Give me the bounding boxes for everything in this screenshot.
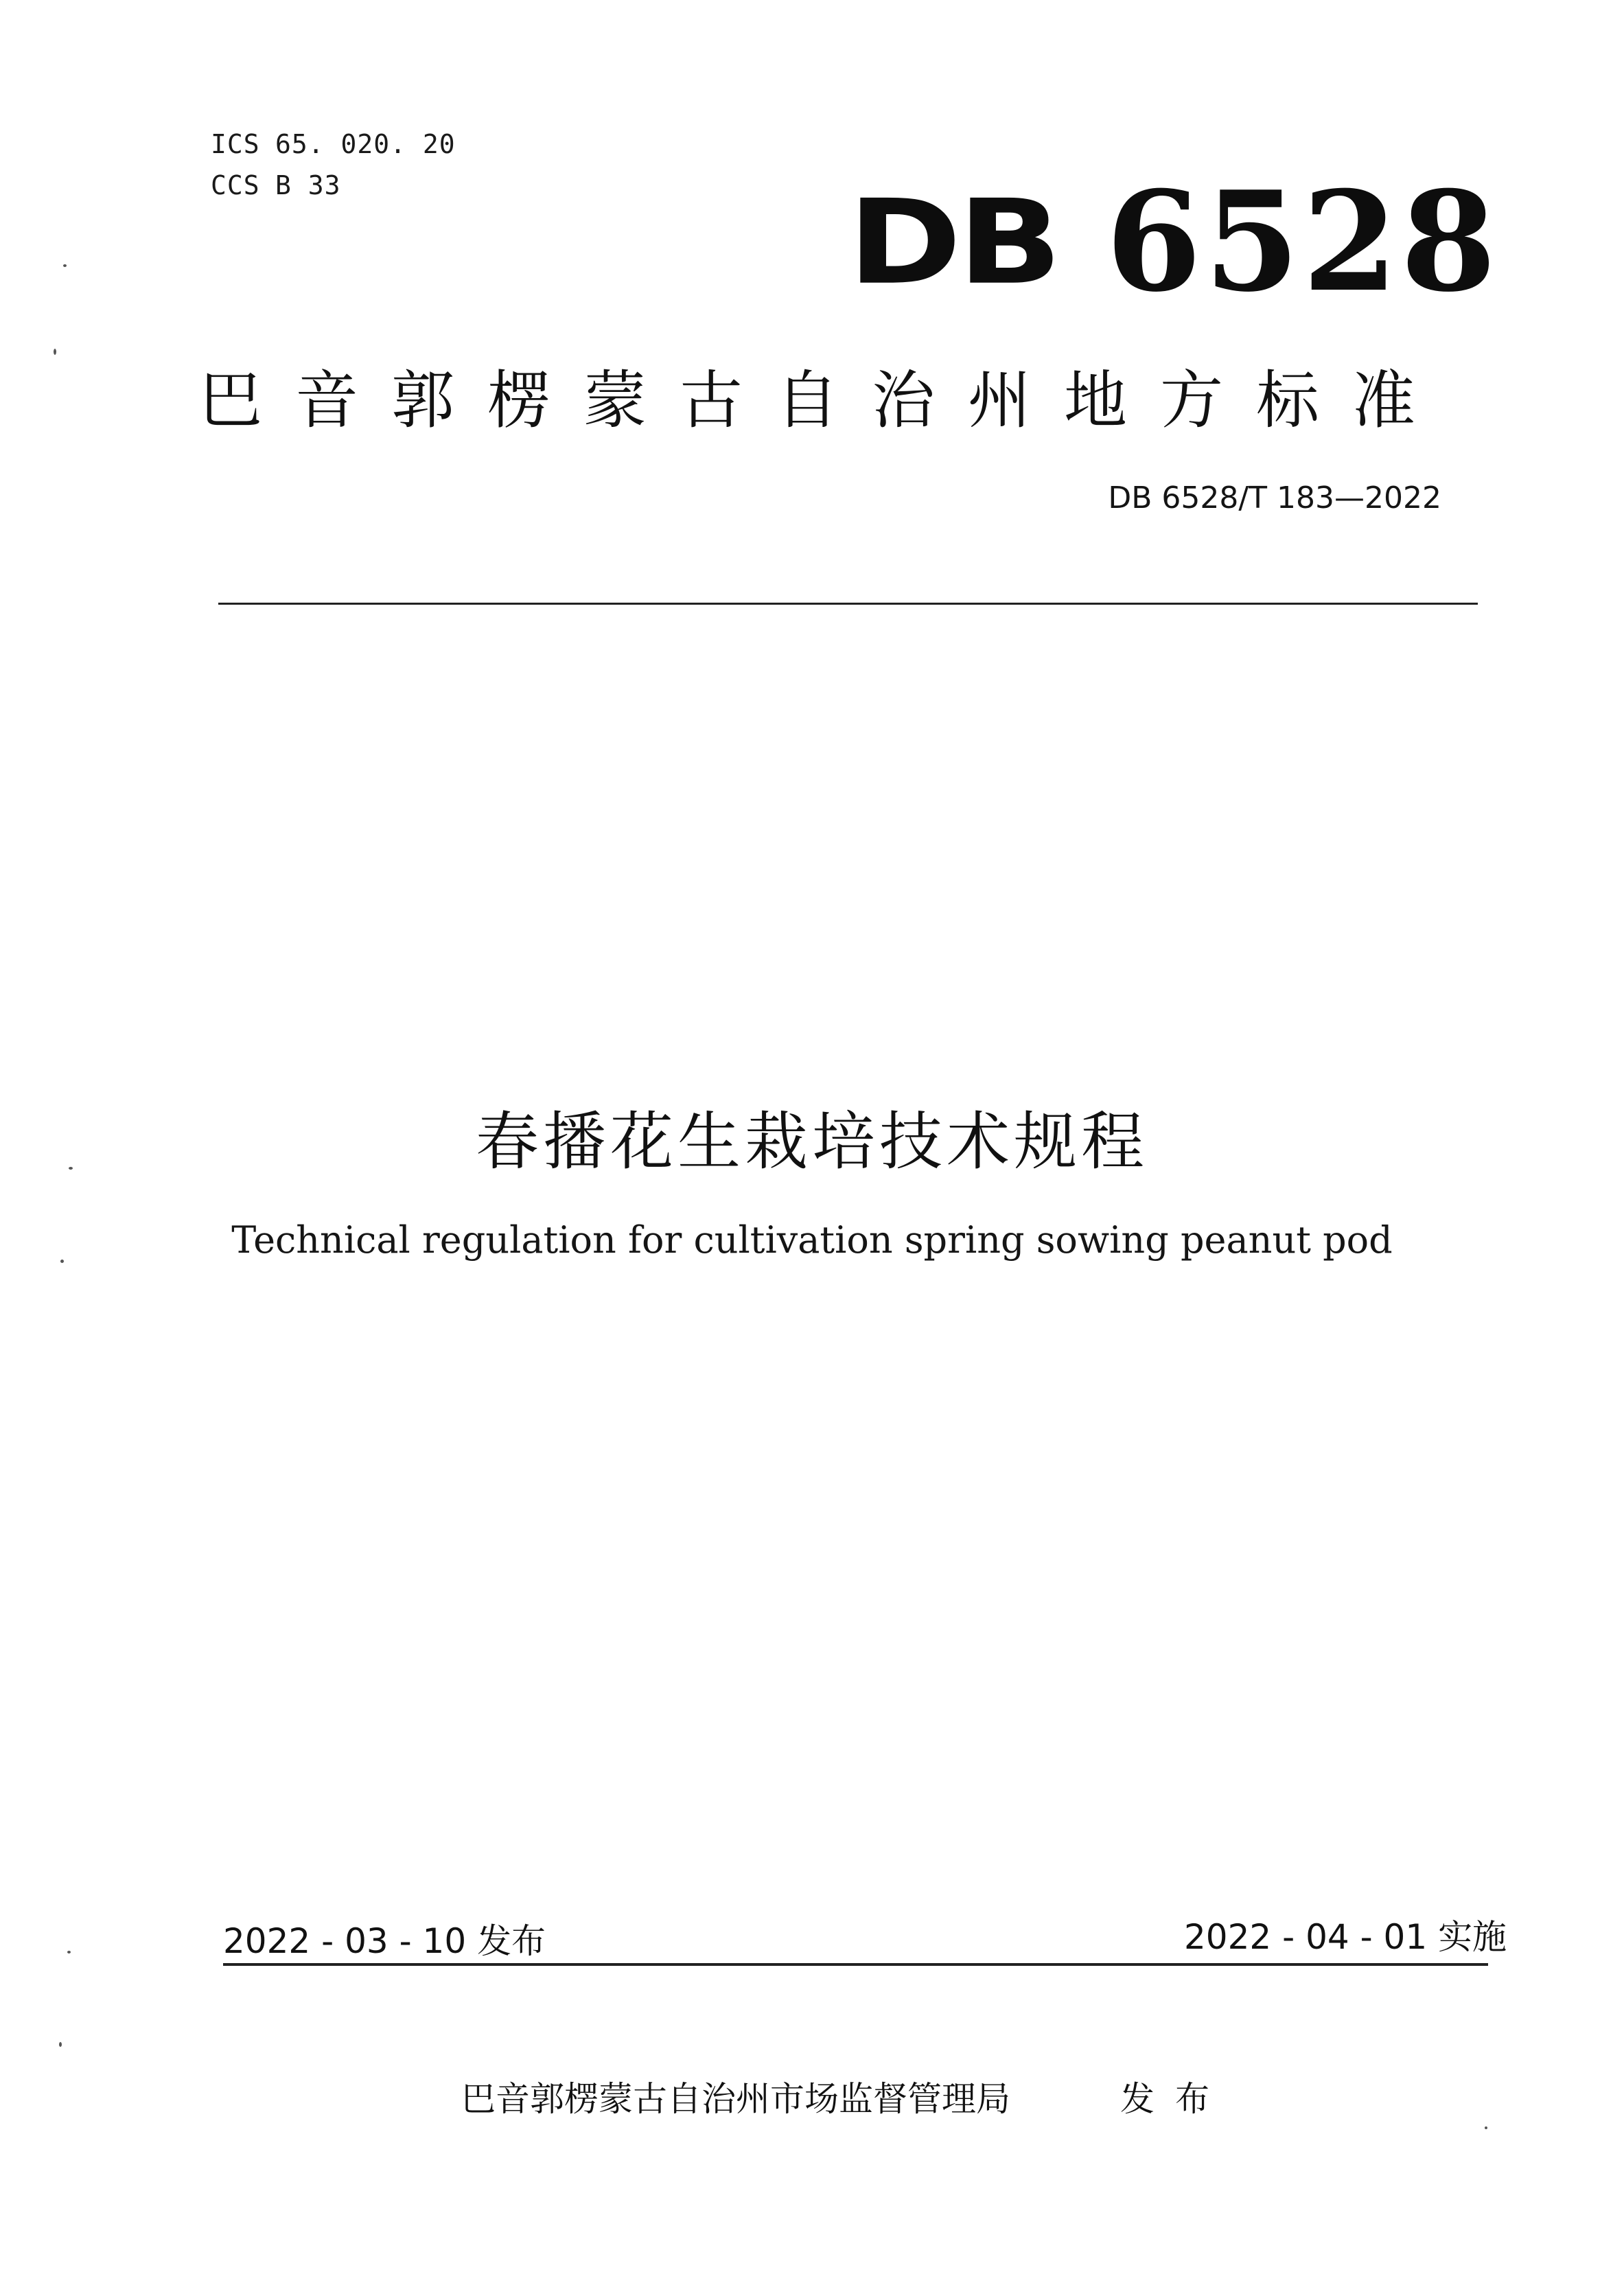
scan-speck — [60, 1260, 64, 1263]
publisher-verb: 发布 — [1120, 2079, 1230, 2119]
issue-date-block — [223, 1914, 546, 1963]
ics-classification — [211, 129, 456, 159]
ccs-code: B 33 — [275, 170, 341, 200]
scan-speck — [1485, 2126, 1487, 2129]
scan-speck — [69, 1167, 73, 1170]
ics-label: ICS — [211, 129, 260, 159]
scan-speck — [59, 2042, 62, 2047]
standard-mark-number: 6528 — [1106, 161, 1499, 323]
publisher-name: 巴音郭楞蒙古自治州市场监督管理局 — [461, 2079, 1010, 2119]
standard-code: DB 6528/T 183—2022 — [1108, 480, 1441, 515]
implementation-label: 实施 — [1438, 1917, 1507, 1957]
standard-type-heading: 巴音郭楞蒙古自治州地方标准 — [199, 364, 1449, 437]
footer-divider — [223, 1963, 1488, 1966]
implementation-date-block — [1184, 1910, 1507, 1959]
standard-mark-prefix: DB — [848, 174, 1058, 311]
document-title-english: Technical regulation for cultivation spring sowing peanut pod — [231, 1218, 1393, 1262]
ics-code: 65. 020. 20 — [275, 129, 456, 159]
scan-speck — [67, 1951, 71, 1953]
document-title-chinese: 春播花生栽培技术规程 — [475, 1105, 1148, 1179]
scan-speck — [63, 264, 67, 267]
issue-label: 发布 — [477, 1921, 546, 1961]
scan-speck — [54, 349, 56, 355]
standard-mark-logo — [848, 161, 1499, 323]
implementation-date: 2022 - 04 - 01 — [1184, 1917, 1428, 1957]
ccs-classification — [211, 170, 341, 200]
issue-date: 2022 - 03 - 10 — [223, 1921, 467, 1961]
ccs-label: CCS — [211, 170, 260, 200]
header-divider — [218, 603, 1478, 605]
